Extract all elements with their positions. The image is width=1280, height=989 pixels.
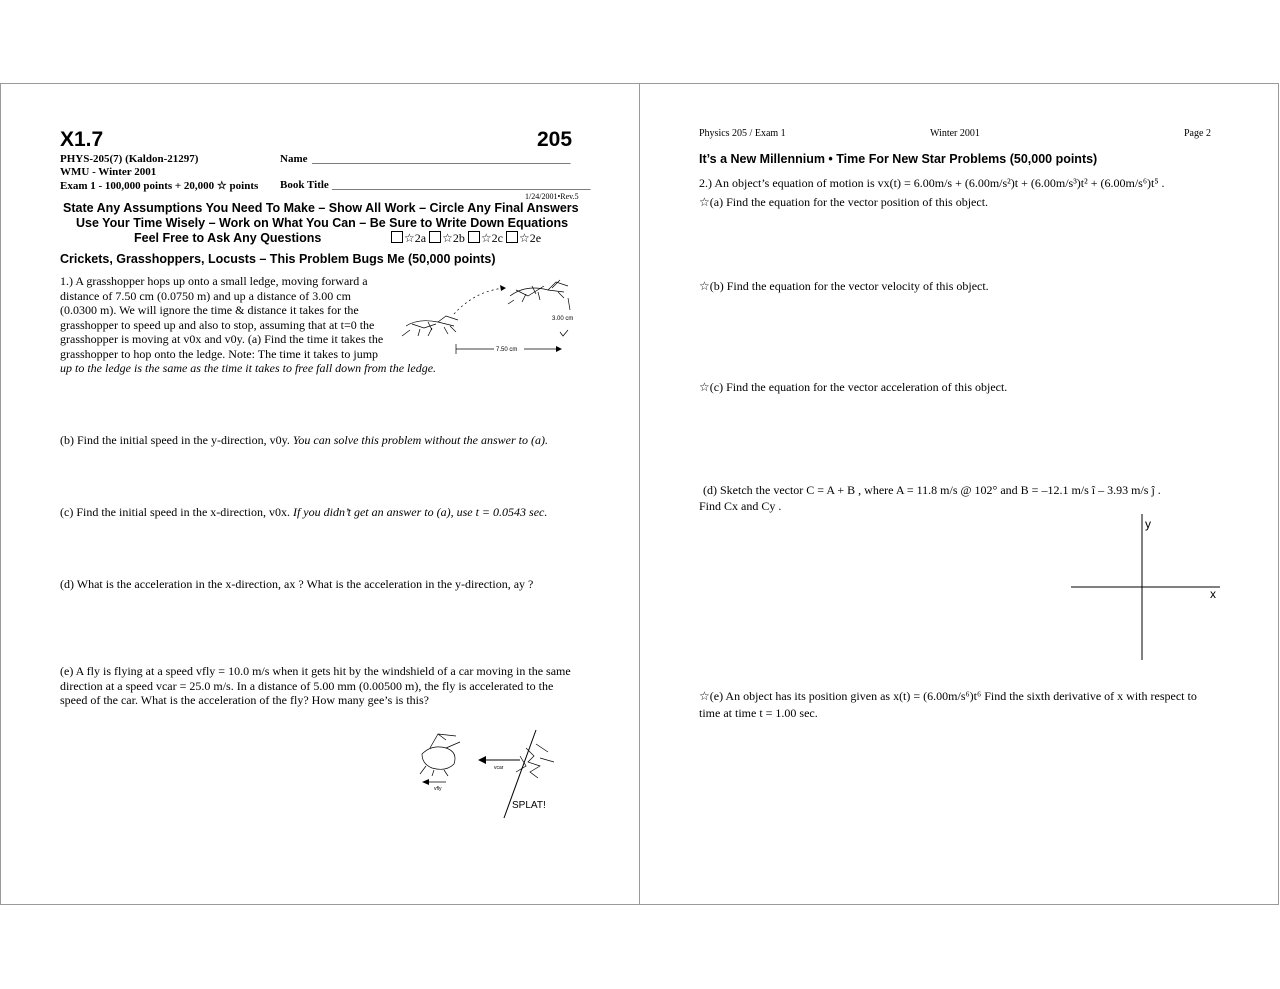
grasshopper-end-icon: [508, 280, 568, 304]
checkbox-2a[interactable]: [391, 231, 426, 245]
checkbox-box[interactable]: [468, 231, 480, 243]
distance-arrowhead: [556, 346, 562, 352]
grasshopper-figure: [398, 274, 580, 358]
car-velocity-arrowhead: [478, 756, 486, 764]
problem-1-line: grasshopper is moving at v0x and v0y. (a) Find the time it takes the: [60, 332, 384, 346]
problem-1-line: grasshopper to speed up and also to stop, assuming that at t=0 the: [60, 317, 375, 332]
checkbox-label: ☆2e: [518, 231, 542, 245]
question-2d-line-2: Find Cx and Cy .: [699, 499, 782, 513]
section-title-right: It’s a New Millennium • Time For New Star Problems (50,000 points): [699, 152, 1098, 166]
question-2e-line-2: time at time t = 1.00 sec.: [699, 706, 818, 720]
checkbox-2b[interactable]: [429, 231, 465, 245]
question-1b-text: (b) Find the initial speed in the y-direction, v0y.: [60, 433, 290, 447]
section-title-left: Crickets, Grasshoppers, Locusts – This Problem Bugs Me (50,000 points): [60, 252, 496, 266]
revision-date: 1/24/2001•Rev.5: [525, 192, 579, 201]
distance-label: 7.50 cm: [496, 347, 518, 353]
checkbox-label: ☆2b: [442, 231, 465, 245]
question-1c: [60, 505, 547, 520]
checkmark-icon: [560, 330, 568, 336]
question-1e-line: (e) A fly is flying at a speed vfly = 10.0 m/s when it gets hit by the windshield of a car moving in the same: [60, 664, 571, 678]
instruction-line-3: Feel Free to Ask Any Questions: [134, 231, 322, 245]
splat-mark: [516, 744, 554, 778]
problem-1-text: [60, 274, 436, 376]
splat-label: SPLAT!: [512, 800, 546, 811]
page2-header-course: Physics 205 / Exam 1: [699, 128, 786, 139]
jump-path: [454, 288, 506, 314]
sketch-axes: [1068, 512, 1224, 662]
checkbox-label: ☆2c: [480, 231, 503, 245]
fly-windshield-figure: [416, 726, 566, 822]
question-2d-line-1: (d) Sketch the vector C = A + B , where A = 11.8 m/s @ 102° and B = –12.1 m/s î – 3.93 m/s ĵ .: [703, 483, 1161, 497]
school-line: WMU - Winter 2001: [60, 166, 157, 178]
course-number: 205: [537, 128, 573, 151]
problem-1-line: grasshopper to hop onto the ledge. Note: The time it takes to jump: [60, 346, 379, 361]
checkbox-box[interactable]: [429, 231, 441, 243]
problem-1-note: up to the ledge is the same as the time it takes to free fall down from the ledge.: [60, 361, 437, 375]
question-2e-line-1: ☆(e) An object has its position given as x(t) = (6.00m/s⁶)t⁶ Find the sixth derivative of x with respect to: [699, 689, 1197, 703]
page2-header-term: Winter 2001: [930, 128, 980, 139]
name-field[interactable]: _______________________________________________: [312, 153, 571, 165]
fly-velocity-label: vfly: [434, 786, 442, 792]
question-1e-line: direction at a speed vcar = 25.0 m/s. In a distance of 5.00 mm (0.00500 m), the fly is accelerated to the: [60, 678, 554, 693]
book-title-field[interactable]: _______________________________________________: [332, 179, 591, 191]
question-2: 2.) An object’s equation of motion is vx(t) = 6.00m/s + (6.00m/s²)t + (6.00m/s³)t² + (6.00m/s⁶)t⁵ .: [699, 176, 1165, 190]
height-label: 3.00 cm: [552, 316, 574, 322]
question-1c-note: If you didn’t get an answer to (a), use t = 0.0543 sec.: [292, 505, 548, 519]
question-2a: ☆(a) Find the equation for the vector position of this object.: [699, 195, 989, 209]
problem-1-line: distance of 7.50 cm (0.0750 m) and up a distance of 3.00 cm: [60, 288, 351, 303]
checkbox-label: ☆2a: [404, 231, 427, 245]
checkbox-2e[interactable]: [506, 231, 541, 245]
question-2c: ☆(c) Find the equation for the vector acceleration of this object.: [699, 380, 1008, 394]
fly-velocity-arrowhead: [422, 779, 429, 785]
y-axis-label: y: [1145, 517, 1151, 531]
book-title-label: Book Title: [280, 179, 329, 191]
question-1b-note: You can solve this problem without the answer to (a).: [292, 433, 548, 447]
question-1e-line: speed of the car. What is the acceleration of the fly? How many gee’s is this?: [60, 693, 429, 707]
checkbox-box[interactable]: [391, 231, 403, 243]
page2-header-page: Page 2: [1184, 128, 1211, 139]
problem-1-line: (0.0300 m). We will ignore the time & distance it takes for the: [60, 303, 359, 317]
exam-code: X1.7: [60, 128, 104, 151]
instruction-line-1: State Any Assumptions You Need To Make – Show All Work – Circle Any Final Answers: [63, 201, 579, 215]
checkbox-2c[interactable]: [468, 231, 503, 245]
question-1b: [60, 433, 548, 448]
jump-arrowhead: [500, 285, 506, 291]
problem-1-line: 1.) A grasshopper hops up onto a small ledge, moving forward a: [60, 274, 368, 288]
checkbox-box[interactable]: [506, 231, 518, 243]
instruction-line-2: Use Your Time Wisely – Work on What You Can – Be Sure to Write Down Equations: [76, 216, 569, 230]
question-1e: [60, 664, 571, 708]
page-divider: [639, 83, 640, 905]
name-label: Name: [280, 153, 308, 165]
grasshopper-start-icon: [402, 316, 458, 336]
fly-icon: [420, 734, 460, 776]
height-tick: [568, 298, 570, 310]
x-axis-label: x: [1210, 587, 1216, 601]
car-velocity-label: vcar: [494, 765, 504, 771]
exam-line: Exam 1 - 100,000 points + 20,000 ☆ points: [60, 180, 259, 192]
question-2b: ☆(b) Find the equation for the vector velocity of this object.: [699, 279, 989, 293]
star-checkbox-group: [391, 231, 541, 246]
course-line: PHYS-205(7) (Kaldon-21297): [60, 153, 199, 165]
question-1d: (d) What is the acceleration in the x-direction, ax ? What is the acceleration in the y-direction, ay ?: [60, 577, 534, 591]
question-1c-text: (c) Find the initial speed in the x-direction, v0x.: [60, 505, 290, 519]
